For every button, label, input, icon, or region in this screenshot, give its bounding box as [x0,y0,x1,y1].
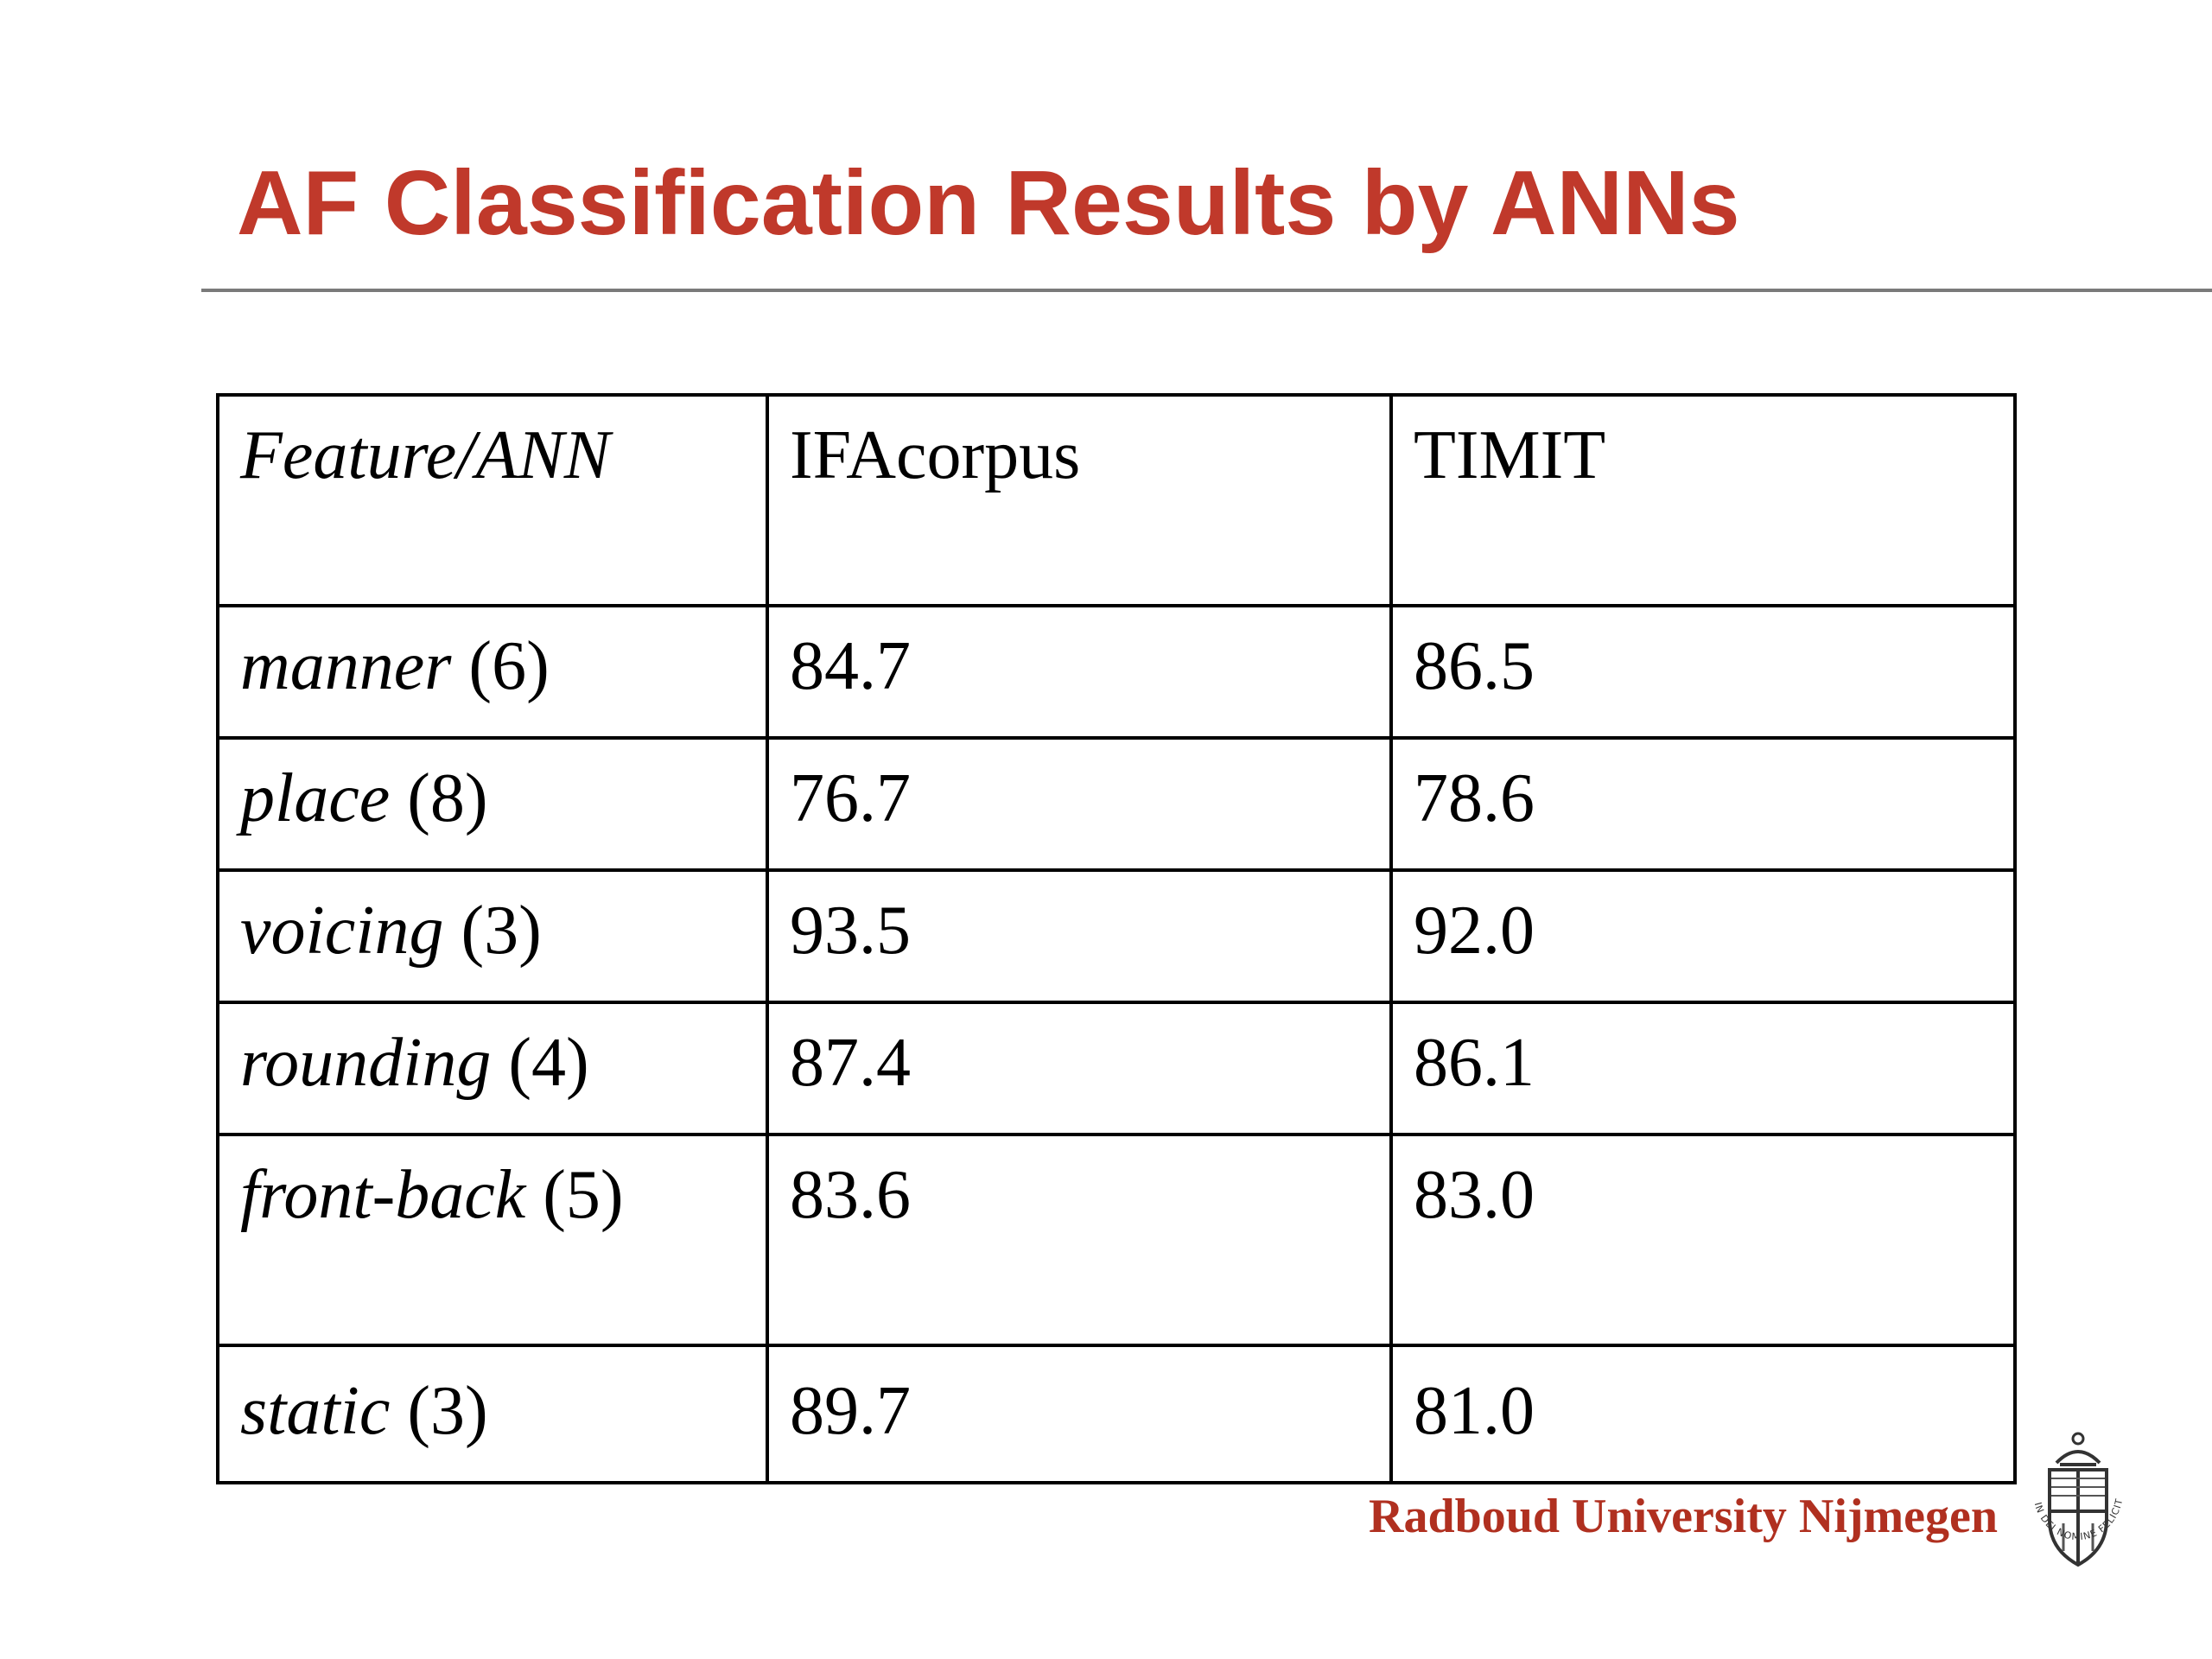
feature-cell [218,606,767,738]
timit-value: 86.5 [1391,606,2015,738]
feature-name: rounding [240,1025,492,1101]
timit-value: 78.6 [1391,738,2015,870]
header-cell-feature [218,395,767,606]
table-row [218,738,2015,870]
feature-cell [218,738,767,870]
feature-name: front-back [240,1157,526,1233]
feature-count: (8) [407,760,488,836]
table-row [218,1135,2015,1345]
feature-name: voicing [240,893,444,969]
timit-value: 86.1 [1391,1002,2015,1135]
ifacorpus-value: 89.7 [767,1345,1391,1483]
feature-cell [218,1002,767,1135]
feature-count: (3) [461,893,542,969]
header-cell-timit: TIMIT [1391,395,2015,606]
feature-count: (4) [508,1025,589,1101]
feature-cell [218,870,767,1002]
university-crest-icon [2022,1430,2134,1586]
slide-title: AF Classification Results by ANNs [237,152,1740,254]
feature-name: static [240,1373,391,1449]
ifacorpus-value: 83.6 [767,1135,1391,1345]
institution-name: Radboud University Nijmegen [1369,1490,1999,1543]
title-divider [201,289,2212,292]
results-table [216,393,2017,1484]
feature-count: (6) [468,628,550,704]
ifacorpus-value: 76.7 [767,738,1391,870]
timit-value: 83.0 [1391,1135,2015,1345]
feature-name: place [240,760,391,836]
table-header-row [218,395,2015,606]
ifacorpus-value: 93.5 [767,870,1391,1002]
feature-cell [218,1345,767,1483]
table-row [218,870,2015,1002]
feature-count: (5) [543,1157,624,1233]
table-row [218,1002,2015,1135]
feature-cell [218,1135,767,1345]
timit-value: 92.0 [1391,870,2015,1002]
ifacorpus-value: 84.7 [767,606,1391,738]
timit-value: 81.0 [1391,1345,2015,1483]
header-cell-ifacorpus: IFAcorpus [767,395,1391,606]
table-row [218,606,2015,738]
table-row [218,1345,2015,1483]
feature-name: manner [240,628,452,704]
feature-count: (3) [407,1373,488,1449]
ifacorpus-value: 87.4 [767,1002,1391,1135]
crest-motto: IN DEI NOMINE FELICIT [2031,1497,2126,1543]
header-feature-label: Feature/ANN [240,417,611,493]
